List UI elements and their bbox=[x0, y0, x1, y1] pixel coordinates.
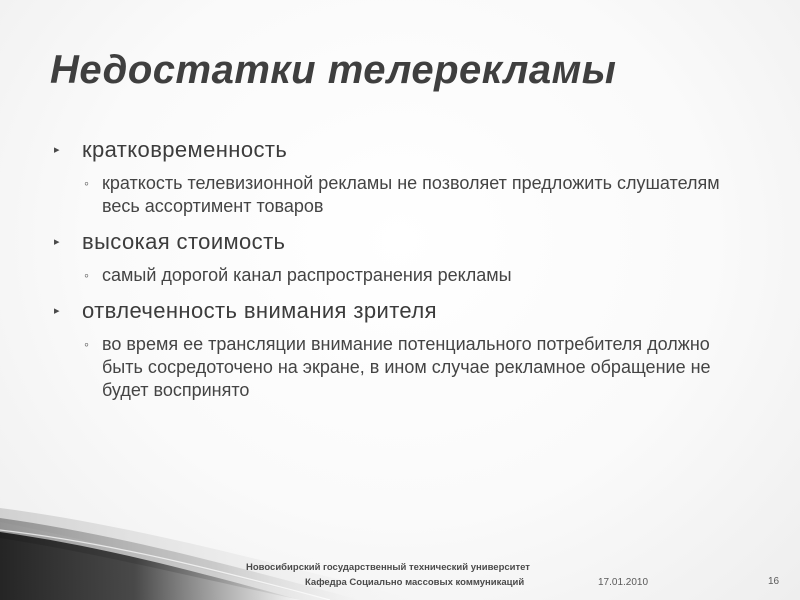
bullet-item bbox=[54, 136, 754, 164]
bullet-arrow-icon: ▸ bbox=[54, 236, 60, 248]
bullet-text: кратковременность bbox=[82, 137, 288, 162]
bullet-item bbox=[54, 297, 754, 325]
footer-university: Новосибирский государственный технический университет bbox=[246, 562, 530, 573]
footer-date: 17.01.2010 bbox=[598, 577, 649, 588]
sub-bullet-text: краткость телевизионной рекламы не позволяет предложить слушателям весь ассортимент товаров bbox=[102, 173, 720, 216]
sub-bullet-item bbox=[54, 333, 754, 402]
bullet-item bbox=[54, 228, 754, 256]
sub-bullet-item bbox=[54, 264, 754, 287]
bullet-arrow-icon: ▸ bbox=[54, 144, 60, 156]
footer-department: Кафедра Социально массовых коммуникаций bbox=[305, 577, 525, 588]
sub-bullet-text: во время ее трансляции внимание потенциального потребителя должно быть сосредоточено на экране, в ином случае рекламное обращение не будет воспринято bbox=[102, 334, 711, 400]
sub-bullet-item bbox=[54, 172, 754, 218]
sub-bullet-text: самый дорогой канал распространения рекламы bbox=[102, 265, 512, 285]
sub-bullet-circle-icon: ◦ bbox=[84, 336, 89, 352]
sub-bullet-circle-icon: ◦ bbox=[84, 267, 89, 283]
bullet-text: отвлеченность внимания зрителя bbox=[82, 298, 437, 323]
bullet-text: высокая стоимость bbox=[82, 229, 286, 254]
bullet-arrow-icon: ▸ bbox=[54, 305, 60, 317]
slide-title: Недостатки телерекламы bbox=[50, 48, 617, 92]
page-number: 16 bbox=[768, 576, 780, 587]
bullet-list bbox=[54, 136, 754, 412]
sub-bullet-circle-icon: ◦ bbox=[84, 175, 89, 191]
